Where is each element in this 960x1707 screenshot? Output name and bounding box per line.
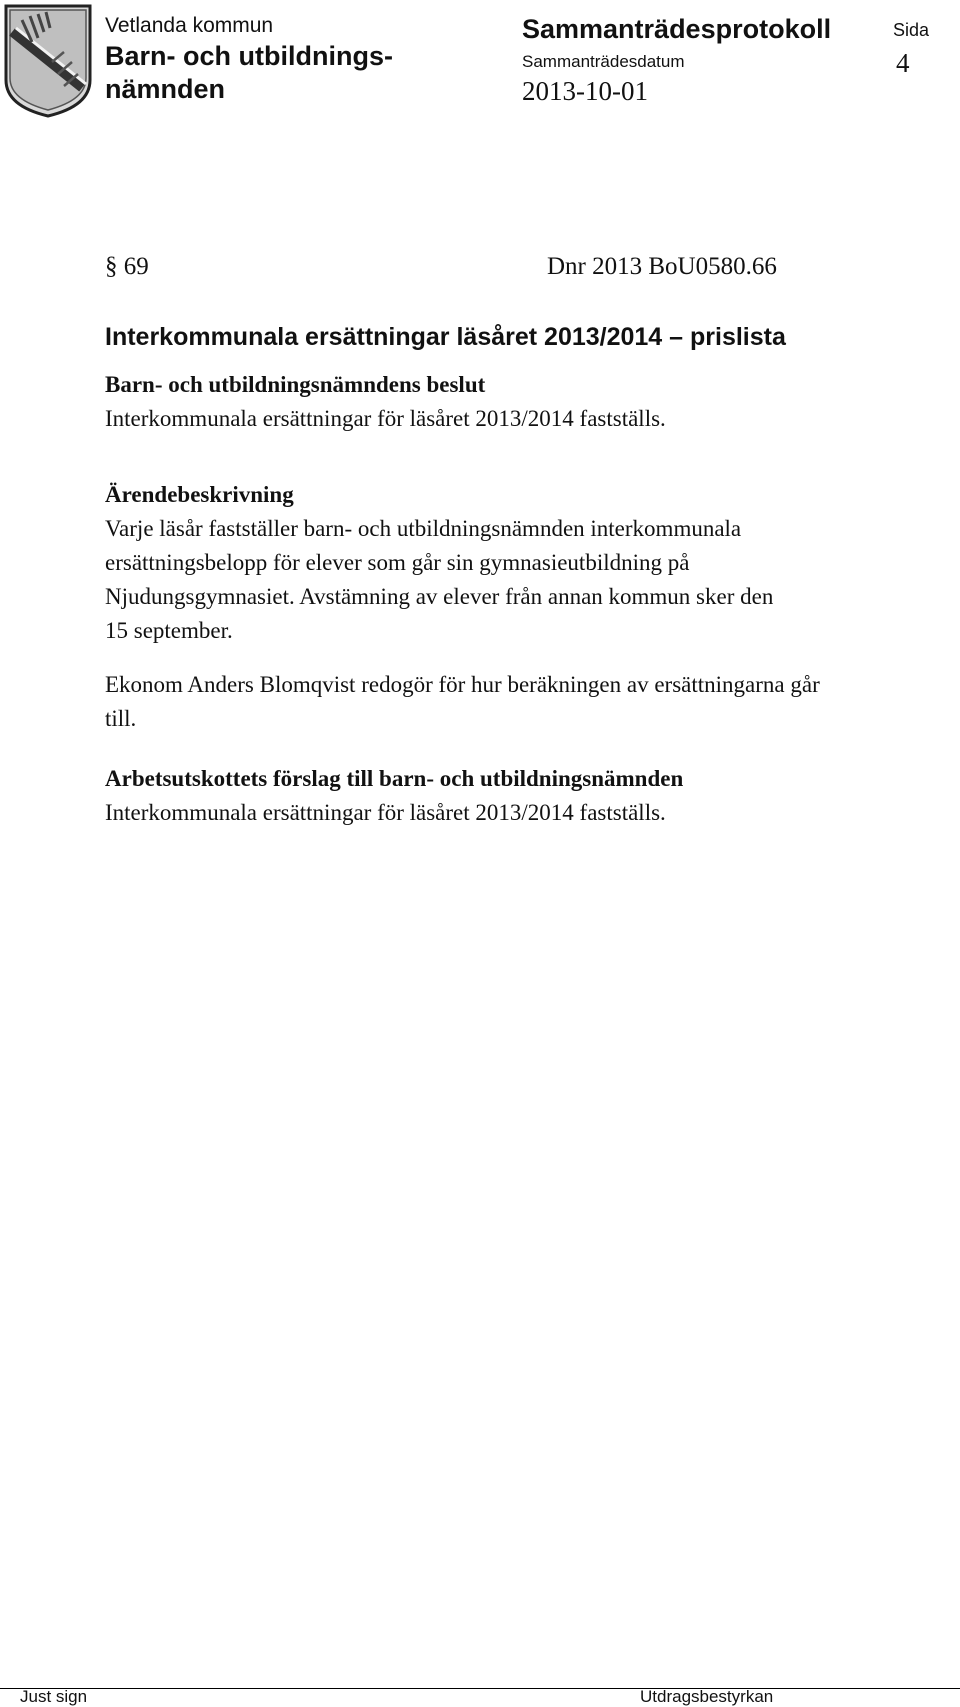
extract-certification-label: Utdragsbestyrkan: [640, 1687, 774, 1706]
decision-section: [105, 368, 925, 436]
paragraph-number: 69: [123, 253, 149, 280]
description-line: Varje läsår fastställer barn- och utbildningsnämnden interkommunala: [105, 516, 742, 541]
footer-divider: [0, 1688, 960, 1689]
signature-label: Just sign: [20, 1687, 88, 1706]
meeting-date-value: 2013-10-01: [522, 76, 648, 106]
paragraph-marker: [105, 253, 149, 281]
proposal-section: [105, 762, 925, 830]
subject-title: Interkommunala ersättningar läsåret 2013/2014 – prislista: [105, 323, 786, 351]
description-line: Njudungsgymnasiet. Avstämning av elever från annan kommun sker den: [105, 584, 774, 609]
description-line: 15 september.: [105, 618, 233, 643]
document-title: Sammanträdesprotokoll: [522, 14, 832, 44]
proposal-text: Interkommunala ersättningar för läsåret 2013/2014 fastställs.: [105, 800, 666, 825]
organization-name: Vetlanda kommun: [105, 14, 274, 37]
meeting-date-label: Sammanträdesdatum: [522, 52, 685, 71]
page-label: Sida: [893, 20, 930, 40]
case-number: Dnr 2013 BoU0580.66: [547, 253, 777, 280]
decision-text: Interkommunala ersättningar för läsåret 2013/2014 fastställs.: [105, 406, 666, 431]
paragraph-symbol: §: [105, 253, 118, 280]
explanation-line: till.: [105, 706, 137, 731]
description-section: [105, 478, 925, 648]
decision-heading: Barn- och utbildningsnämndens beslut: [105, 372, 486, 397]
description-heading: Ärendebeskrivning: [105, 482, 294, 507]
municipal-crest-icon: [2, 2, 94, 118]
description-line: ersättningsbelopp för elever som går sin gymnasieutbildning på: [105, 550, 690, 575]
proposal-heading: Arbetsutskottets förslag till barn- och utbildningsnämnden: [105, 766, 684, 791]
explanation-section: [105, 668, 925, 736]
explanation-line: Ekonom Anders Blomqvist redogör för hur beräkningen av ersättningarna går: [105, 672, 820, 697]
board-name: Barn- och utbildnings-nämnden: [105, 41, 393, 104]
page-number: 4: [896, 48, 910, 78]
